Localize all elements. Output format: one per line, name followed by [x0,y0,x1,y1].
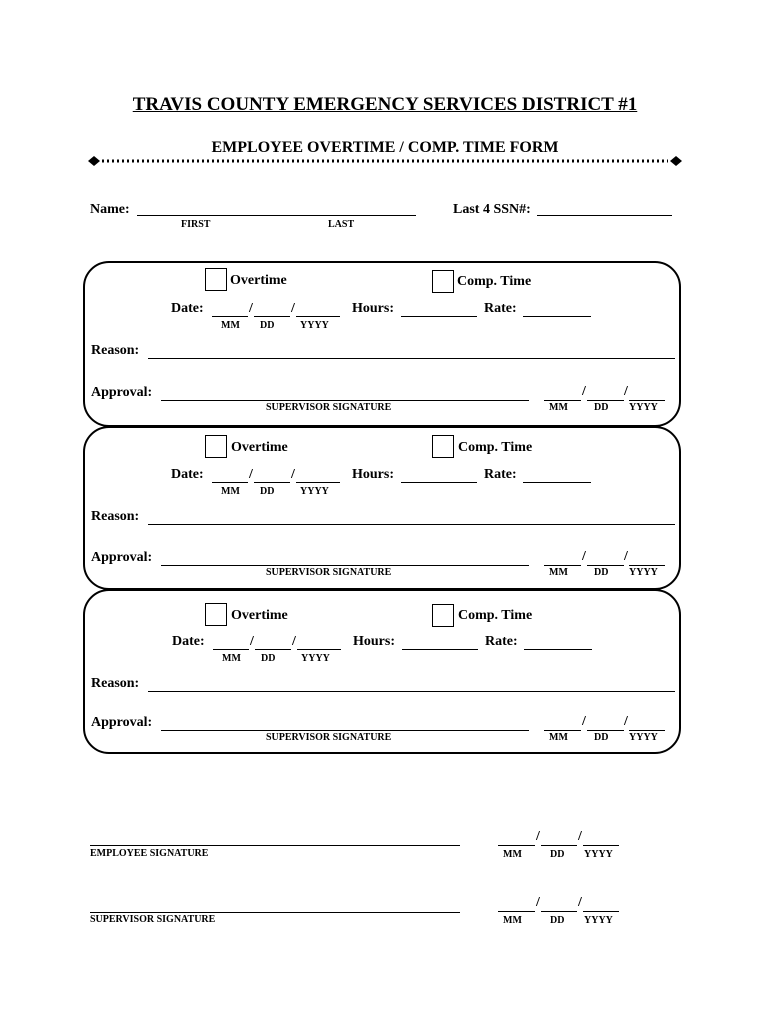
approval-month-field[interactable] [544,717,581,731]
date-year-field[interactable] [296,469,340,483]
supervisor-date-year-field[interactable] [583,898,619,912]
reason-label: Reason: [91,343,140,358]
date-month-field[interactable] [212,469,248,483]
ssn-label: Last 4 SSN#: [453,202,531,217]
mm-caption: MM [503,915,522,926]
date-slash: / [582,384,586,399]
overtime-checkbox[interactable] [205,603,227,626]
approval-month-field[interactable] [544,387,581,401]
date-slash: / [624,384,628,399]
mm-caption: MM [503,849,522,860]
overtime-checkbox[interactable] [205,268,227,291]
yyyy-caption: YYYY [629,402,658,413]
date-slash: / [536,895,540,910]
comp-time-label: Comp. Time [458,608,533,623]
rate-label: Rate: [484,467,517,482]
date-year-field[interactable] [297,636,341,650]
rate-field[interactable] [524,636,592,650]
approval-day-field[interactable] [587,387,624,401]
supervisor-date-day-field[interactable] [541,898,577,912]
date-slash: / [624,549,628,564]
form-subtitle: EMPLOYEE OVERTIME / COMP. TIME FORM [211,139,559,156]
date-slash: / [624,714,628,729]
ssn-field[interactable] [537,202,672,216]
approval-year-field[interactable] [629,387,665,401]
dotted-divider [88,155,682,167]
supervisor-signature-caption: SUPERVISOR SIGNATURE [266,567,392,578]
date-slash: / [291,467,295,482]
entry-section-3 [0,603,770,773]
date-day-field[interactable] [255,636,291,650]
approval-day-field[interactable] [587,717,624,731]
comp-time-checkbox[interactable] [432,604,454,627]
reason-field[interactable] [148,678,675,692]
date-day-field[interactable] [254,469,290,483]
overtime-label: Overtime [231,608,288,623]
date-month-field[interactable] [212,303,248,317]
yyyy-caption: YYYY [629,567,658,578]
hours-field[interactable] [401,303,477,317]
approval-label: Approval: [91,550,153,565]
date-slash: / [291,301,295,316]
hours-field[interactable] [401,469,477,483]
employee-date-day-field[interactable] [541,832,577,846]
rate-label: Rate: [485,634,518,649]
dd-caption: DD [594,567,609,578]
date-slash: / [536,829,540,844]
yyyy-caption: YYYY [584,849,613,860]
hours-field[interactable] [402,636,478,650]
mm-caption: MM [222,653,241,664]
reason-label: Reason: [91,509,140,524]
dd-caption: DD [594,402,609,413]
date-year-field[interactable] [296,303,340,317]
date-slash: / [249,301,253,316]
overtime-checkbox[interactable] [205,435,227,458]
date-slash: / [578,829,582,844]
approval-month-field[interactable] [544,552,581,566]
rate-label: Rate: [484,301,517,316]
employee-signature-caption: EMPLOYEE SIGNATURE [90,848,209,859]
mm-caption: MM [221,486,240,497]
last-name-caption: LAST [328,219,355,230]
reason-label: Reason: [91,676,140,691]
dd-caption: DD [550,849,565,860]
dd-caption: DD [260,486,275,497]
rate-field[interactable] [523,303,591,317]
overtime-label: Overtime [231,440,288,455]
approval-label: Approval: [91,385,153,400]
date-slash: / [250,634,254,649]
date-label: Date: [171,301,204,316]
mm-caption: MM [549,567,568,578]
approval-label: Approval: [91,715,153,730]
dd-caption: DD [550,915,565,926]
approval-year-field[interactable] [629,717,665,731]
reason-field[interactable] [148,345,675,359]
form-title: TRAVIS COUNTY EMERGENCY SERVICES DISTRICT #1 [132,94,638,115]
name-field[interactable] [137,202,416,216]
date-slash: / [249,467,253,482]
entry-section-1 [0,268,770,438]
date-month-field[interactable] [213,636,249,650]
yyyy-caption: YYYY [301,653,330,664]
comp-time-checkbox[interactable] [432,435,454,458]
mm-caption: MM [221,320,240,331]
supervisor-date-month-field[interactable] [498,898,535,912]
employee-date-year-field[interactable] [583,832,619,846]
dd-caption: DD [261,653,276,664]
rate-field[interactable] [523,469,591,483]
yyyy-caption: YYYY [300,320,329,331]
date-slash: / [582,549,586,564]
date-label: Date: [171,467,204,482]
approval-signature-field[interactable] [161,552,529,566]
date-slash: / [292,634,296,649]
date-slash: / [582,714,586,729]
employee-date-month-field[interactable] [498,832,535,846]
reason-field[interactable] [148,511,675,525]
hours-label: Hours: [352,467,394,482]
approval-day-field[interactable] [587,552,624,566]
supervisor-signature-caption: SUPERVISOR SIGNATURE [266,732,392,743]
hours-label: Hours: [353,634,395,649]
yyyy-caption: YYYY [300,486,329,497]
date-slash: / [578,895,582,910]
mm-caption: MM [549,402,568,413]
entry-section-2 [0,435,770,605]
employee-signature-field[interactable] [90,832,460,846]
yyyy-caption: YYYY [629,732,658,743]
approval-signature-field[interactable] [161,387,529,401]
date-day-field[interactable] [254,303,290,317]
name-label: Name: [90,202,130,217]
supervisor-signature-caption: SUPERVISOR SIGNATURE [266,402,392,413]
first-name-caption: FIRST [181,219,211,230]
supervisor-signature-caption: SUPERVISOR SIGNATURE [90,914,216,925]
approval-year-field[interactable] [629,552,665,566]
hours-label: Hours: [352,301,394,316]
overtime-label: Overtime [230,273,287,288]
date-label: Date: [172,634,205,649]
dd-caption: DD [594,732,609,743]
mm-caption: MM [549,732,568,743]
yyyy-caption: YYYY [584,915,613,926]
comp-time-label: Comp. Time [458,440,533,455]
dd-caption: DD [260,320,275,331]
comp-time-checkbox[interactable] [432,270,454,293]
comp-time-label: Comp. Time [457,274,532,289]
supervisor-signature-field[interactable] [90,899,460,913]
approval-signature-field[interactable] [161,717,529,731]
